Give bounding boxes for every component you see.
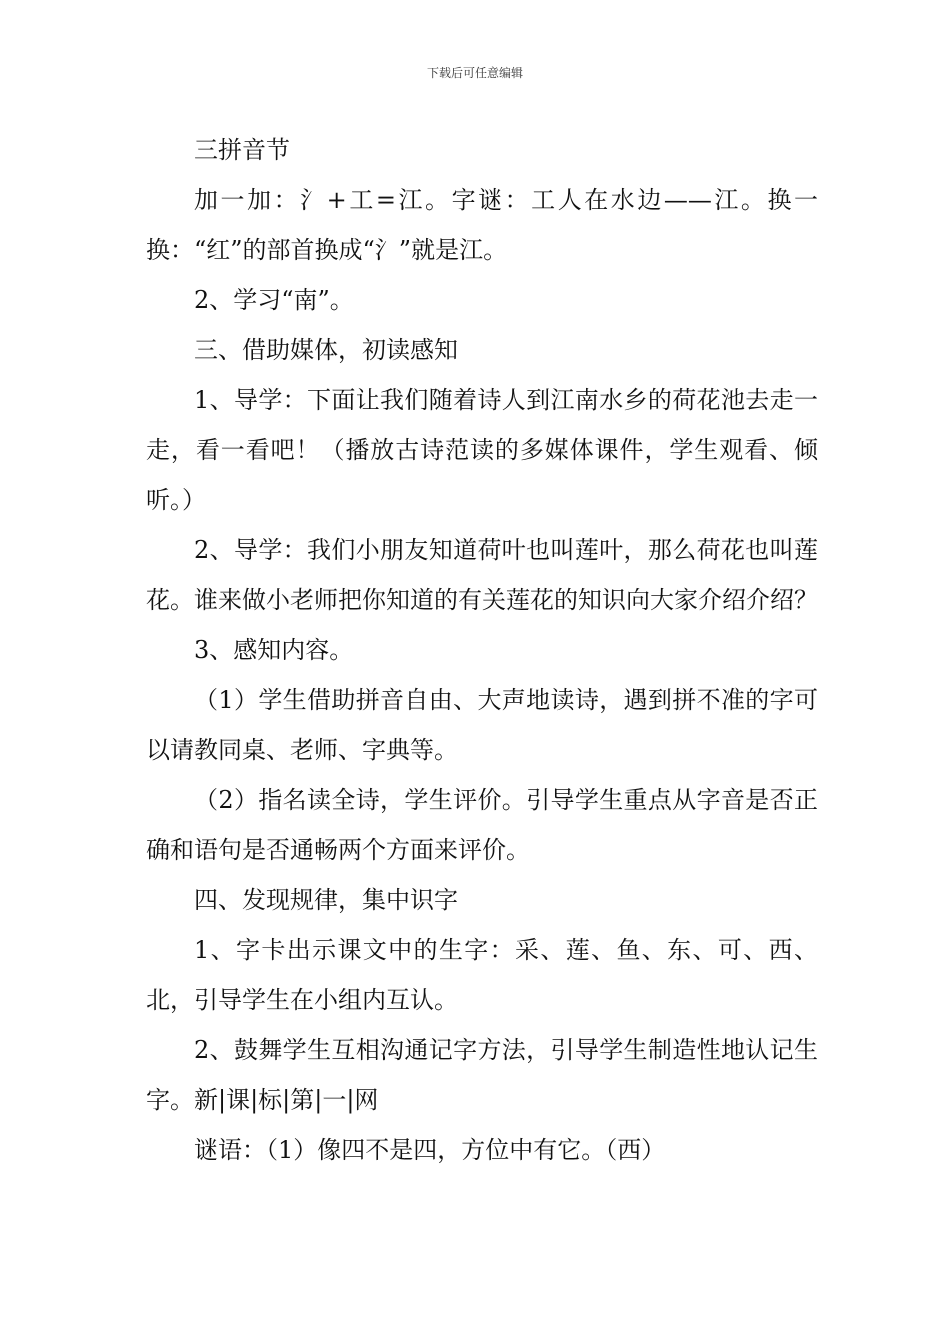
paragraph: 加一加：氵+工=江。字谜：工人在水边——江。换一换：“红”的部首换成“氵”就是江。: [146, 186, 818, 264]
paragraph: 2、导学：我们小朋友知道荷叶也叫莲叶，那么荷花也叫莲花。谁来做小老师把你知道的有关莲花的知识向大家介绍介绍？: [146, 536, 818, 614]
section-heading: 四、发现规律，集中识字: [194, 886, 458, 914]
paragraph: （1）学生借助拼音自由、大声地读诗，遇到拼不准的字可以请教同桌、老师、字典等。: [146, 686, 818, 764]
paragraph: （2）指名读全诗，学生评价。引导学生重点从字音是否正确和语句是否通畅两个方面来评价。: [146, 786, 818, 864]
paragraph: 1、字卡出示课文中的生字：采、莲、鱼、东、可、西、北，引导学生在小组内互认。: [146, 936, 818, 1014]
paragraph: 2、学习“南”。: [194, 286, 354, 314]
section-heading: 三、借助媒体，初读感知: [194, 336, 458, 364]
page-header: 下载后可任意编辑: [426, 66, 523, 80]
paragraph: 2、鼓舞学生互相沟通记字方法，引导学生制造性地认记生字。新|课|标|第|一|网: [146, 1036, 818, 1114]
paragraph: 谜语：（1）像四不是四，方位中有它。（西）: [194, 1136, 666, 1164]
paragraph: 3、感知内容。: [194, 636, 354, 664]
paragraph: 三拼音节: [194, 136, 290, 164]
document-body: [146, 125, 818, 1175]
paragraph: 1、导学：下面让我们随着诗人到江南水乡的荷花池去走一走，看一看吧！（播放古诗范读的多媒体课件，学生观看、倾听。）: [146, 386, 818, 514]
